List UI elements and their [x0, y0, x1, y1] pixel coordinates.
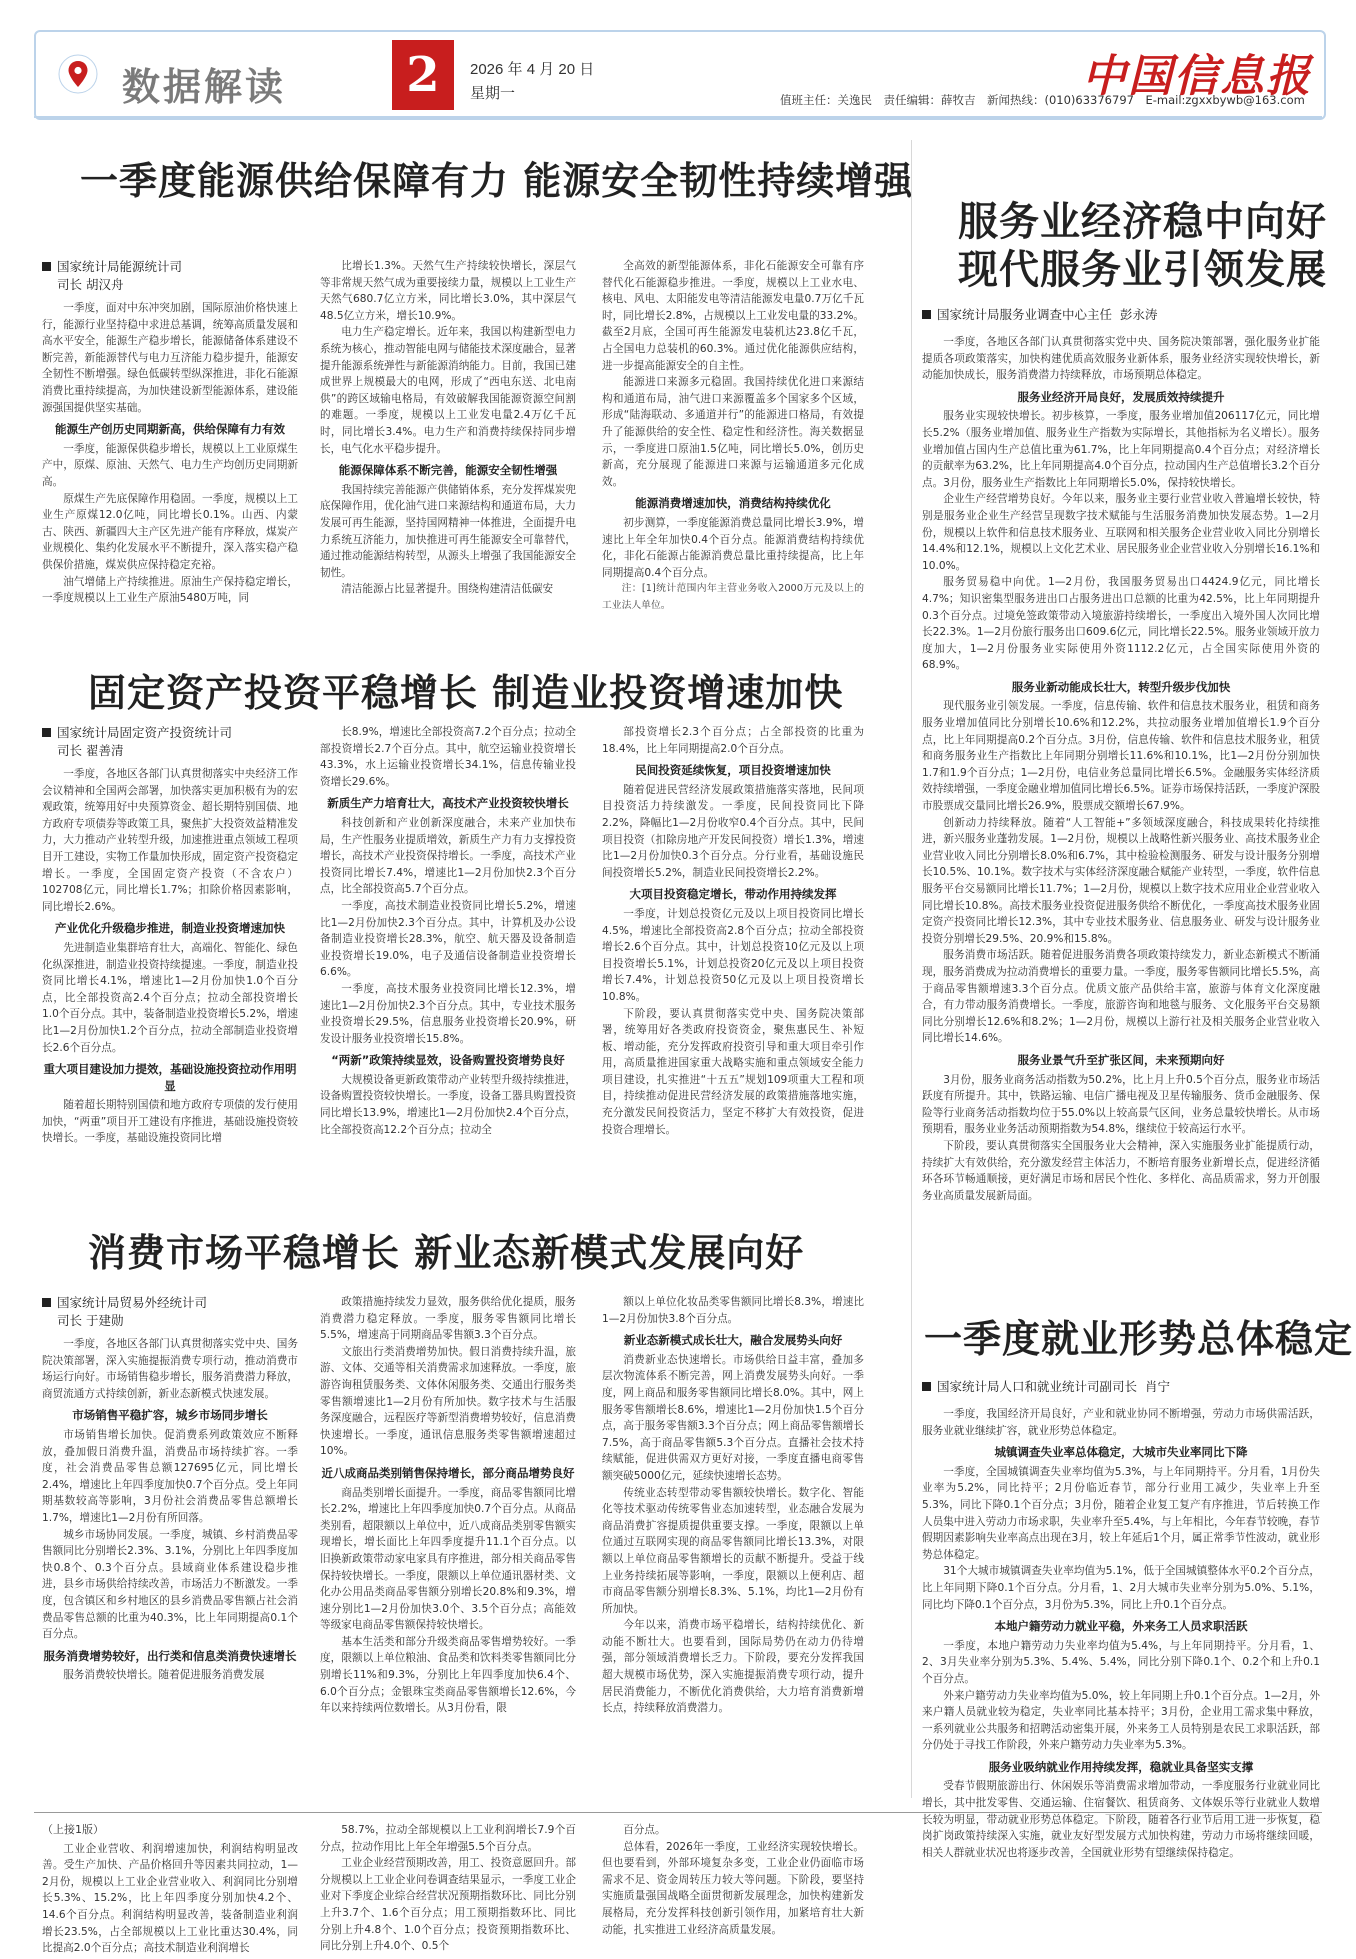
paragraph: 一季度，各地区各部门认真贯彻落实中央经济工作会议精神和全国两会部署，加快落实更加积极有为的宏观政策，统筹用好中央预算资金、超长期特别国债、地方政府专项债券等政策工具，聚焦扩大投资效益精准发力，大力推动产业转型升级，加速推进重点领域工程项目开工建设，实物工作量加快形成，固定资产投资稳定增长。一季度，全国固定资产投资（不含农户）102708亿元，同比增长1.7%；扣除价格因素影响，同比增长2.6%。: [42, 768, 298, 913]
investment-byline: [42, 724, 232, 760]
paragraph: 城乡市场协同发展。一季度，城镇、乡村消费品零售额同比分别增长2.3%、3.1%，分别比上年四季度加快0.8个、0.3个百分点。县域商业体系建设稳步推进，县乡市场供给持续改善，市场活力不断激发。一季度，包含镇区和乡村地区的县乡消费品零售额占社会消费品零售总额的比重为40.3%，比上年同期提高0.1个百分点。: [42, 1528, 298, 1641]
employment-col-1: [922, 1406, 1320, 1946]
issue-date: 2026 年 4 月 20 日: [470, 61, 595, 78]
paragraph: 外来户籍劳动力失业率均值为5.0%，较上年同期上升0.1个百分点。1—2月，外来户籍人员就业较为稳定，失业率同比基本持平；3月份，企业用工需求集中释放，一系列就业公共服务和招聘活动密集开展，外来务工人员特别是农民工求职活跃，部分仍处于寻找工作阶段，外来户籍劳动力失业率为5.3%。: [922, 1689, 1320, 1752]
investment-article-title: 固定资产投资平稳增长 制造业投资增速加快: [88, 670, 844, 715]
header-divider: [34, 116, 1322, 118]
paragraph: 随着促进民营经济发展政策措施落实落地，民间项目投资活力持续激发。一季度，民间投资同比下降2.2%，降幅比1—2月份收窄0.4个百分点。其中，民间项目投资（扣除房地产开发民间投资）增长1.3%，增速比1—2月份加快0.3个百分点。分行业看，基础设施民间投资增长5.2%，制造业民间投资增长2.2%。: [602, 783, 864, 879]
energy-article-title: 一季度能源供给保障有力 能源安全韧性持续增强: [80, 158, 914, 203]
continued-col-2: [320, 1822, 576, 1953]
paragraph: 受春节假期旅游出行、休闲娱乐等消费需求增加带动，一季度服务行业就业同比增长，其中批发零售、交通运输、住宿餐饮、租赁商务、文体娱乐等行业就业人数增长较为明显，带动就业形势总体稳定。下阶段，随着各行业节后用工进一步恢复，稳岗扩岗政策持续深入实施，就业友好型发展方式加快构建，劳动力市场将继续回暖，相关人群就业状况也将逐步改善，全国就业形势有望继续保持稳定。: [922, 1780, 1320, 1859]
paragraph: 百分点。: [623, 1824, 666, 1836]
right-column-divider: [911, 140, 912, 1798]
paragraph: 下阶段，要认真贯彻落实党中央、国务院决策部署，统筹用好各类政府投资资金，聚焦惠民生、补短板、增动能，充分发挥政府投资引导和重大项目牵引作用，高质量推进国家重大战略实施和重点领域安全能力项目建设，扎实推进“十五五”规划109项重大工程和项目，持续推动促进民营经济发展的政策措施落地实施，充分激发民间投资活力，坚定不移扩大有效投资，促进投资合理增长。: [602, 1007, 864, 1136]
paragraph: 工业企业经营预期改善，用工、投资意愿回升。部分规模以上工业企业问卷调查结果显示，一季度工业企业对下季度企业综合经营状况预期指数环比、同比分别上升3.7个、1.6个百分点；用工预期指数环比、同比分别上升4.8个、1.0个百分点；投资预期指数环比、同比分别上升4.0个、0.5个: [320, 1857, 576, 1953]
section-subheading: 重大项目建设加力提效，基础设施投资拉动作用明显: [43, 1062, 297, 1093]
paragraph: 服务业实现较快增长。初步核算，一季度，服务业增加值206117亿元，同比增长5.2%（服务业增加值、服务业生产指数为实际增长，其他指标为名义增长）。服务业增加值占国内生产总值比重为61.7%，比上年同期提高0.4个百分点；对经济增长的贡献率为63.2%，比上年同期提高4.0个百分点，拉动国内生产总值增长3.2个百分点。3月份，服务业生产指数比上年同期增长5.0%，保持较快增长。: [922, 410, 1320, 489]
location-pin-icon: [58, 54, 98, 94]
energy-col-1: [42, 300, 298, 628]
byline-marker: [42, 728, 51, 737]
paragraph: 随着超长期特别国债和地方政府专项债的发行使用加快，“两重”项目开工建设有序推进，基础设施投资较快增长。一季度，基础设施投资同比增: [42, 1099, 298, 1145]
paragraph: 服务消费较快增长。随着促进服务消费发展: [63, 1669, 265, 1682]
investment-byline-org: 国家统计局固定资产投资统计司: [57, 725, 233, 740]
employment-article-title: 一季度就业形势总体稳定: [924, 1316, 1354, 1361]
paragraph: 市场销售增长加快。促消费系列政策效应不断释放，叠加假日消费升温，消费品市场持续扩容。一季度，社会消费品零售总额127695亿元，同比增长2.4%，增速比上年四季度加快0.7个百分点。受上年同期基数较高等影响，3月份社会消费品零售总额增长1.7%，增速比1—2月份有所回落。: [42, 1428, 298, 1524]
continued-col-1: [42, 1822, 298, 1955]
section-title: 数据解读: [122, 65, 287, 109]
paragraph: 3月份，服务业商务活动指数为50.2%，比上月上升0.5个百分点，服务业市场活跃度有所提升。其中，铁路运输、电信广播电视及卫星传输服务、货币金融服务、保险等行业商务活动指数均位于55.0%以上较高景气区间，业务总量较快增长。从市场预期看，服务业业务活动预期指数为54.8%，继续位于较高运行水平。: [922, 1073, 1320, 1136]
paragraph: 全高效的新型能源体系，非化石能源安全可靠有序替代化石能源稳步推进。一季度，规模以上工业水电、核电、风电、太阳能发电等清洁能源发电量0.7万亿千瓦时，同比增长2.8%，占规模以上工业发电量的33.2%。截至2月底，全国可再生能源发电装机达23.8亿千瓦，占全国电力总装机的60.3%。通过优化能源供应结构，进一步提高能源安全的自主性。: [602, 260, 864, 372]
energy-col-2: [320, 258, 576, 628]
paragraph: 今年以来，消费市场平稳增长，结构持续优化、新动能不断壮大。也要看到，国际局势仍在动力仍待增强，部分领域消费增长乏力。下阶段，要充分发挥我国超大规模市场优势，深入实施提振消费专项行动，提升居民消费能力，不断优化消费供给，大力培育消费新增长点，持续释放消费潜力。: [602, 1619, 864, 1715]
paragraph: 传统业态转型带动零售额较快增长。数字化、智能化等技术驱动传统零售业态加速转型，业态融合发展为商品消费扩容提质提供重要支撑。一季度，限额以上单位通过互联网实现的商品零售额同比增长13.3%，对限额以上单位商品零售额增长的贡献不断提升。受益于线上业务持续拓展等影响，一季度，限额以上便利店、超市商品零售额分别增长8.3%、5.1%，均比1—2月份有所加快。: [602, 1486, 864, 1615]
section-subheading: 民间投资延续恢复，项目投资增速加快: [635, 763, 831, 778]
employment-byline-org: 国家统计局人口和就业统计司副司长: [937, 1379, 1138, 1394]
section-subheading: 产业优化升级稳步推进，制造业投资增速加快: [55, 921, 285, 936]
paragraph: 现代服务业引领发展。一季度，信息传输、软件和信息技术服务业，租赁和商务服务业增加值同比分别增长10.6%和12.2%，共拉动服务业增加值增长1.9个百分点，比上年同期提高0.2个百分点。3月份，信息传输、软件和信息技术服务业，租赁和商务服务业生产指数比上年同期分别增长11.6%和10.1%，比1—2月份分别加快1.7和1.9个百分点；1—2月份，电信业务总量同比增长6.5%。金融服务实体经济质效持续增强，一季度金融业增加值同比增长6.5%。证券市场保持活跃，一季度沪深股市股票成交量同比增长26.9%，股票成交额增长67.9%。: [922, 700, 1320, 813]
investment-byline-name: 司长 翟善清: [57, 743, 124, 758]
section-subheading: 大项目投资稳定增长，带动作用持续发挥: [629, 887, 837, 902]
paragraph: 清洁能源占比显著提升。围绕构建清洁低碳安: [341, 583, 554, 596]
byline-marker: [922, 1382, 931, 1391]
paragraph: 消费新业态快速增长。市场供给日益丰富，叠加多层次物流体系不断完善，网上消费发展势头向好。一季度，网上商品和服务零售额同比增长8.0%。其中，网上服务零售额增长8.6%，增速比1—2月份加快1.5个百分点，高于服务零售额3.3个百分点；网上商品零售额增长7.5%，高于商品零售额5.3个百分点。直播社会技术持续赋能，促进供需双方更好对接，一季度直播电商零售额突破5000亿元，延续快速增长态势。: [602, 1353, 864, 1482]
services-title-line-2: 现代服务业引领发展: [958, 246, 1327, 293]
energy-col-3: [602, 258, 864, 628]
paragraph: 部投资增长2.3个百分点；占全部投资的比重为18.4%，比上年同期提高2.0个百分点。: [602, 726, 864, 755]
continued-col-3: [602, 1822, 864, 1948]
consumption-col-2: [320, 1294, 576, 1796]
paragraph: 一季度，我国经济开局良好，产业和就业协同不断增强，劳动力市场供需活跃，服务业就业继续扩容，就业形势总体稳定。: [922, 1408, 1320, 1437]
energy-byline-name: 司长 胡汉舟: [57, 277, 124, 292]
section-subheading: 服务消费增势较好，出行类和信息类消费快速增长: [43, 1648, 297, 1663]
energy-byline-org: 国家统计局能源统计司: [57, 259, 183, 274]
newspaper-masthead: 中国信息报: [1082, 51, 1312, 102]
consumption-byline-name: 司长 于建勋: [57, 1313, 124, 1328]
footnote: 注：[1]统计范围内年主营业务收入2000万元及以上的工业法人单位。: [602, 583, 864, 611]
section-subheading: “两新”政策持续显效，设备购置投资增势良好: [331, 1053, 565, 1068]
consumption-col-1: [42, 1336, 298, 1796]
paragraph: 服务消费市场活跃。随着促进服务消费各项政策持续发力，新业态新模式不断涌现，服务消费成为拉动消费增长的重要力量。一季度，服务零售额同比增长5.5%，高于商品零售额增速3.3个百分点。优质文旅产品供给丰富，旅游与体育文化深度融合，有力带动服务消费增长。一季度，旅游咨询和地毯与服务、文化服务平台交易额同比分别增长12.6%和8.2%；1—2月份，规模以上游行社及相关服务企业营业收入同比增长14.6%。: [922, 949, 1320, 1045]
services-byline: [922, 306, 1157, 324]
paragraph: 初步测算，一季度能源消费总量同比增长3.9%，增速比上年全年加快0.4个百分点。能源消费结构持续优化，非化石能源占能源消费总量比重持续提高，比上年同期提高0.4个百分点。: [602, 516, 864, 579]
paragraph: 文旅出行类消费增势加快。假日消费持续升温，旅游、文体、交通等相关消费需求加速释放。一季度，旅游咨询租赁服务类、文体休闲服务类、交通出行服务类零售额增速比1—2月份有所加快。数字技术与生活服务深度融合，远程医疗等新型消费增势较好，信息消费快速增长。一季度，通讯信息服务类零售额增速超过10%。: [320, 1345, 576, 1458]
section-subheading: 新业态新模式成长壮大，融合发展势头向好: [623, 1333, 843, 1348]
editor-info-line: 值班主任：关逸民 责任编辑：薛牧吉 新闻热线：(010)63376797 E-mail:zgxxbywb@163.com: [780, 93, 1305, 107]
services-byline-name: 彭永涛: [1119, 307, 1158, 322]
page-number: 2: [392, 40, 454, 110]
investment-col-2: [320, 724, 576, 1176]
section-subheading: 市场销售平稳扩容，城乡市场同步增长: [72, 1408, 268, 1423]
services-byline-org: 国家统计局服务业调查中心主任: [937, 307, 1113, 322]
paragraph: 额以上单位化妆品类零售额同比增长8.3%，增速比1—2月份加快3.8个百分点。: [602, 1296, 864, 1325]
byline-marker: [42, 262, 51, 271]
services-col-1: [922, 334, 1320, 1588]
paragraph: 大规模设备更新政策带动产业转型升级持续推进，设备购置投资较快增长。一季度，设备工器具购置投资同比增长13.9%，增速比1—2月份加快2.4个百分点，比全部投资高12.2个百分点；拉动全: [320, 1073, 576, 1136]
continued-col-1-body: [42, 1841, 298, 1957]
employment-byline: [922, 1378, 1170, 1396]
paragraph: 我国持续完善能源产供储销体系，充分发挥煤炭兜底保障作用，优化油气进口来源结构和通道布局，大力发展可再生能源，坚持国网精神一体推进，全面提升电力系统互济能力，加快推进可再生能源安全可靠替代，通过推动能源结构转型，从源头上增强了我国能源安全韧性。: [320, 483, 576, 579]
paragraph: 一季度，计划总投资亿元及以上项目投资同比增长4.5%，增速比全部投资高2.8个百分点；拉动全部投资增长2.6个百分点。其中，计划总投资10亿元及以上项目投资增长5.1%，计划总投资20亿元及以上项目投资增长7.4%，计划总投资50亿元及以上项目投资增长10.8%。: [602, 907, 864, 1003]
paragraph: 一季度，高技术制造业投资同比增长5.2%，增速比1—2月份加快2.3个百分点。其中，计算机及办公设备制造业投资增长28.3%，航空、航天器及设备制造业投资增长19.0%，电子及通信设备制造业投资增长6.6%。: [320, 899, 576, 979]
consumption-col-3: [602, 1294, 864, 1796]
paragraph: 总体看，2026年一季度，工业经济实现较快增长。但也要看到，外部环境复杂多变，工业企业仍面临市场需求不足、资金周转压力较大等问题。下阶段，要坚持实施质量强国战略全面贯彻新发展理念，加快构建新发展格局，充分发挥科技创新引领作用，加紧培育壮大新动能，扎实推进工业经济高质量发展。: [602, 1840, 864, 1936]
section-subheading: 能源消费增速加快，消费结构持续优化: [635, 496, 831, 511]
paragraph: 基本生活类和部分升级类商品零售增势较好。一季度，限额以上单位粮油、食品类和饮料类零售额同比分别增长11%和9.3%，分别比上年四季度加快6.4个、6.0个百分点；金银珠宝类商品零售额增长12.6%，今年以来持续两位数增长。从3月份看，限: [320, 1635, 576, 1715]
paragraph: 比增长1.3%。天然气生产持续较快增长，深层气等非常规天然气成为重要接续力量，规模以上工业生产天然气680.7亿立方米，同比增长3.0%，其中深层气48.5亿立方米，增长10.9%。: [320, 260, 576, 322]
services-title-line-1: 服务业经济稳中向好: [958, 198, 1327, 245]
paragraph: 一季度，本地户籍劳动力失业率均值为5.4%，与上年同期持平。分月看，1、2、3月失业率分别为5.3%、5.4%、5.4%，同比分别下降0.1个、0.2个和上升0.1个百分点。: [922, 1639, 1320, 1685]
paragraph: 原煤生产先底保障作用稳固。一季度，规模以上工业生产原煤12.0亿吨，同比增长0.1%。山西、内蒙古、陕西、新疆四大主产区先进产能有序释放，煤炭产业规模化、集约化发展水平不断提升，深入落实稳产稳供保价措施，煤炭供应保持稳定充裕。: [42, 492, 298, 571]
paragraph: 58.7%，拉动全部规模以上工业利润增长7.9个百分点，拉动作用比上年全年增强5.5个百分点。: [320, 1824, 576, 1853]
byline-marker: [42, 1298, 51, 1307]
paragraph: 先进制造业集群培育壮大，高端化、智能化、绿色化纵深推进，制造业投资持续提速。一季度，制造业投资同比增长4.1%，增速比1—2月份加快1.0个百分点，比全部投资高2.4个百分点；拉动全部投资增长1.0个百分点。其中，装备制造业投资增长5.2%，增速比1—2月份加快1.2个百分点，拉动全部制造业投资增长2.6个百分点。: [42, 941, 298, 1054]
section-subheading: 能源生产创历史同期新高，供给保障有力有效: [55, 422, 285, 437]
investment-col-3: [602, 724, 864, 1176]
byline-marker: [922, 310, 931, 319]
employment-byline-name: 肖宁: [1144, 1379, 1170, 1394]
paragraph: 一季度，面对中东冲突加剧，国际原油价格快速上行，能源行业坚持稳中求进总基调，统筹高质量发展和高水平安全，能源生产稳步增长，能源储备体系建设不断完善，新能源替代与电力互济能力稳步提升，能源安全韧性不断增强。绿色低碳转型纵深推进，非化石能源消费比重持续提高，为加快建设新型能源体系，建设能源强国提供坚实基础。: [42, 302, 298, 414]
section-subheading: 城镇调查失业率总体稳定，大城市失业率同比下降: [994, 1445, 1248, 1460]
continued-label: （上接1版）: [42, 1823, 104, 1836]
paragraph: 服务贸易稳中向优。1—2月份，我国服务贸易出口4424.9亿元，同比增长4.7%；知识密集型服务进出口占服务进出口总额的比重为42.5%，比上年同期提升0.3个百分点。过境免签政策带动入境旅游持续增长，一季度出入境外国人次同比增长22.3%。1—2月份旅行服务出口609.6亿元，同比增长22.5%。服务业领域开放力度加大，1—2月份服务业实际使用外资1112.2亿元，占全国实际使用外资的68.9%。: [922, 576, 1320, 672]
paragraph: 政策措施持续发力显效，服务供给优化提质，服务消费潜力稳定释放。一季度，服务零售额同比增长5.5%，增速高于同期商品零售额3.3个百分点。: [320, 1296, 576, 1342]
section-subheading: 服务业景气升至扩张区间，未来预期向好: [1017, 1052, 1225, 1067]
energy-byline: [42, 258, 182, 294]
paragraph: 下阶段，要认真贯彻落实全国服务业大会精神，深入实施服务业扩能提质行动，持续扩大有效供给，充分激发经营主体活力，不断培育服务业新增长点，促进经济循环各环节畅通顺接，更好满足市场和居民个性化、多样化、高品质需求，努力开创服务业高质量发展新局面。: [922, 1139, 1320, 1202]
paragraph: 31个大城市城镇调查失业率均值为5.1%，低于全国城镇整体水平0.2个百分点，比上年同期下降0.1个百分点。分月看，1、2月大城市失业率分别为5.0%、5.1%，同比均下降0.1个百分点，3月份为5.3%，同比上升0.1个百分点。: [922, 1565, 1320, 1611]
paragraph: 科技创新和产业创新深度融合，未来产业加快布局，生产性服务业提质增效，新质生产力有力支撑投资增长，高技术产业投资保持增长。一季度，高技术产业投资同比增长7.4%，增速比1—2月份加快2.3个百分点，比全部投资高5.7个百分点。: [320, 816, 576, 896]
paragraph: 能源进口来源多元稳固。我国持续优化进口来源结构和通道布局，油气进口来源覆盖多个国家多个区域，形成“陆海联动、多通道并行”的能源进口格局，有效提升了能源供给的安全性、稳定性和经济性。海关数据显示，一季度进口原油1.5亿吨，同比增长5.0%，创历史新高，充分展现了能源进口来源与运输通道多元化成效。: [602, 376, 864, 488]
consumption-byline-org: 国家统计局贸易外经统计司: [57, 1295, 208, 1310]
section-subheading: 服务业新动能成长壮大，转型升级步伐加快: [1011, 679, 1231, 694]
paragraph: 电力生产稳定增长。近年来，我国以构建新型电力系统为核心，推动智能电网与储能技术深度融合，显著提升能源系统弹性与新能源消纳能力。目前，我国已建成世界上规模最大的电网，形成了“西电东送、北电南供”的跨区域输电格局，有效破解我国能源资源空间割的难题。一季度，规模以上工业发电量2.4万亿千瓦时，同比增长3.4%。电力生产和消费持续保持同步增长，电气化水平稳步提升。: [320, 326, 576, 455]
section-subheading: 服务业经济开局良好，发展质效持续提升: [1017, 389, 1225, 404]
paragraph: 长8.9%，增速比全部投资高7.2个百分点；拉动全部投资增长2.7个百分点。其中，航空运输业投资增长43.3%，水上运输业投资增长34.1%，信息传输业投资增长29.6%。: [320, 726, 576, 788]
paragraph: 一季度，各地区各部门认真贯彻落实党中央、国务院决策部署，深入实施提振消费专项行动，推动消费市场运行向好。市场销售稳步增长，服务消费潜力释放，商贸流通方式持续创新，新业态新模式快速发展。: [42, 1338, 298, 1400]
paragraph: 工业企业营收、利润增速加快，利润结构明显改善。受生产加快、产品价格回升等因素共同拉动，1—2月份，规模以上工业企业营业收入、利润同比分别增长5.3%、15.2%，比上年四季度分别加快4.2个、14.6个百分点。利润结构明显改善，装备制造业利润增长23.5%，占全部规模以上工业比重达30.4%，同比提高2.0个百分点；高技术制造业利润增长: [42, 1842, 298, 1955]
section-subheading: 服务业吸纳就业作用持续发挥，稳就业具备坚实支撑: [988, 1759, 1254, 1774]
paragraph: 一季度，各地区各部门认真贯彻落实党中央、国务院决策部署，强化服务业扩能提质各项政策落实，加快构建优质高效服务业新体系，服务业经济实现较快增长，新动能加快成长，服务消费潜力持续释放，市场预期总体稳定。: [922, 336, 1320, 382]
paragraph: 一季度，全国城镇调查失业率均值为5.3%，与上年同期持平。分月看，1月份失业率为5.2%，同比持平；2月份临近春节，部分行业用工减少，失业率上升至5.3%，同比下降0.1个百分点；3月份，随着企业复工复产有序推进，节后转换工作人员集中进入劳动力市场求职，失业率升至5.4%，与上年相比，今年春节较晚，春节假期因素影响失业率高点出现在3月，较上年延后1个月，属正常季节性波动，就业形势总体稳定。: [922, 1465, 1320, 1561]
paragraph: 油气增储上产持续推进。原油生产保持稳定增长，一季度规模以上工业生产原油5480万吨，同: [42, 575, 298, 605]
consumption-article-title: 消费市场平稳增长 新业态新模式发展向好: [88, 1230, 805, 1275]
section-subheading: 本地户籍劳动力就业平稳，外来务工人员求职活跃: [994, 1619, 1248, 1634]
issue-weekday: 星期一: [470, 85, 516, 102]
section-subheading: 新质生产力培育壮大，高技术产业投资较快增长: [327, 796, 569, 811]
investment-col-1: [42, 766, 298, 1176]
paragraph: 创新动力持续释放。随着“人工智能+”多领域深度融合，科技成果转化持续推进，新兴服务业蓬勃发展。1—2月份，规模以上战略性新兴服务业、高技术服务业企业营业收入同比分别增长8.0%和6.7%，其中检验检测服务、研发与设计服务分别增长10.5%、10.1%。数字技术与实体经济深度融合赋能产业转型，一季度，软件信息服务平台交易额同比增长11.7%；1—2月份，规模以上数字技术应用业企业营业收入同比增长10.8%。高技术服务业投资促进服务供给不断优化，一季度高技术服务业固定资产投资同比增长12.3%，其中专业技术服务业、信息服务业、研发与设计服务业投资分别增长29.5%、20.9%和15.8%。: [922, 816, 1320, 945]
paragraph: 一季度，能源保供稳步增长，规模以上工业原煤生产中，原煤、原油、天然气、电力生产均创历史同期新高。: [42, 442, 298, 488]
paragraph: 企业生产经营增势良好。今年以来，服务业主要行业营业收入普遍增长较快，特别是服务业企业生产经营呈现数字技术赋能与生活服务消费加快发展态势。1—2月份，规模以上软件和信息技术服务业、互联网和相关服务企业营业收入同比分别增长14.4%和12.1%，规模以上文化艺术业、居民服务业企业营业收入分别增长16.1%和10.0%。: [922, 493, 1320, 572]
section-subheading: 能源保障体系不断完善，能源安全韧性增强: [338, 463, 558, 478]
paragraph: 一季度，高技术服务业投资同比增长12.3%，增速比1—2月份加快2.3个百分点。其中，专业技术服务业投资增长29.5%，信息服务业投资增长20.9%，研发设计服务业投资增长15.8%。: [320, 982, 576, 1045]
consumption-byline: [42, 1294, 207, 1330]
paragraph: 商品类别增长面提升。一季度，商品零售额同比增长2.2%，增速比上年四季度加快0.7个百分点。从商品类别看，超限额以上单位中，近八成商品类别零售额实现增长，增长面比上年四季度提升11.1个百分点。以旧换新政策带动家电家具有序推进，部分相关商品零售保持较快增长。一季度，限额以上单位通讯器材类、文化办公用品类商品零售额分别增长20.8%和9.3%，增速分别比1—2月份加快3.0个、3.5个百分点；高能效等级家电商品零售额保持较快增长。: [320, 1486, 576, 1632]
section-subheading: 近八成商品类别销售保持增长，部分商品增势良好: [321, 1465, 575, 1480]
